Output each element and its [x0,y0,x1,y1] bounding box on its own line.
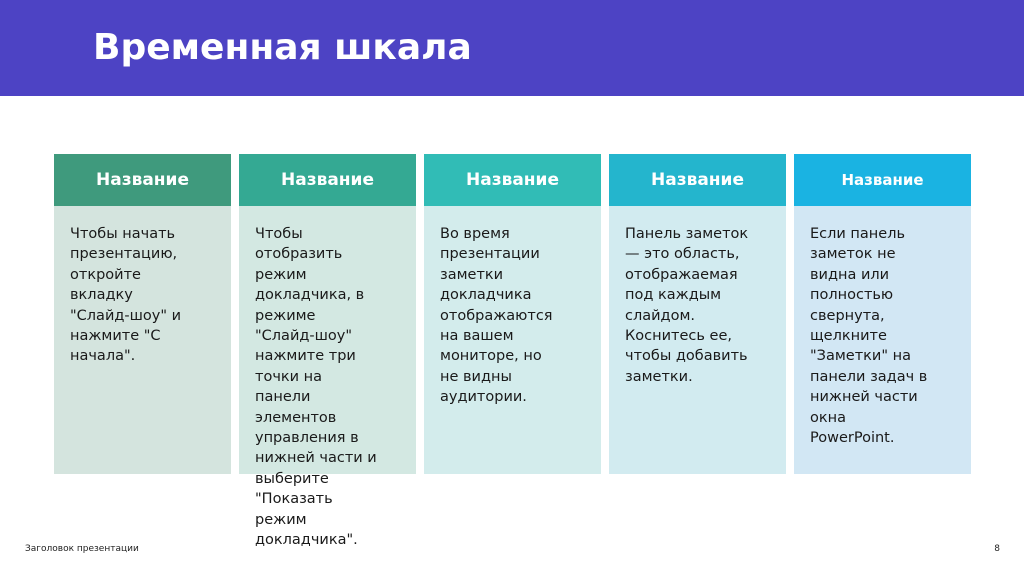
page-number: 8 [994,544,1000,554]
timeline-card-3-text: Во время презентации заметки докладчика отображаются на вашем мониторе, но не видны аудитории. [440,226,553,406]
title-bar [0,0,1024,96]
timeline-cards [54,154,971,549]
timeline-card-2-text: Чтобы отобразить режим докладчика, в режиме "Слайд-шоу" нажмите три точки на панели элементов управления в нижней части и выберите "Показать режим докладчика". [255,226,377,549]
footer-presentation-title: Заголовок презентации [25,544,139,554]
timeline-card-5-text: Если панель заметок не видна или полностью свернута, щелкните "Заметки" на панели задач в нижней части окна PowerPoint. [810,226,928,447]
timeline-card-3-header: Название [424,154,601,206]
timeline-card-2-header: Название [239,154,416,206]
timeline-card-4-header: Название [609,154,786,206]
timeline-card-4-text: Панель заметок — это область, отображаемая под каждым слайдом. Коснитесь ее, чтобы добавить заметки. [625,226,749,385]
timeline-card-1-text: Чтобы начать презентацию, откройте вкладку "Слайд-шоу" и нажмите "С начала". [70,226,182,365]
timeline-card-5 [794,154,971,474]
timeline-card-1 [54,154,231,474]
timeline-card-3 [424,154,601,474]
timeline-card-5-header: Название [794,154,971,206]
slide-title: Временная шкала [93,27,472,68]
timeline-card-1-header: Название [54,154,231,206]
timeline-card-4 [609,154,786,474]
timeline-card-2 [239,154,416,549]
